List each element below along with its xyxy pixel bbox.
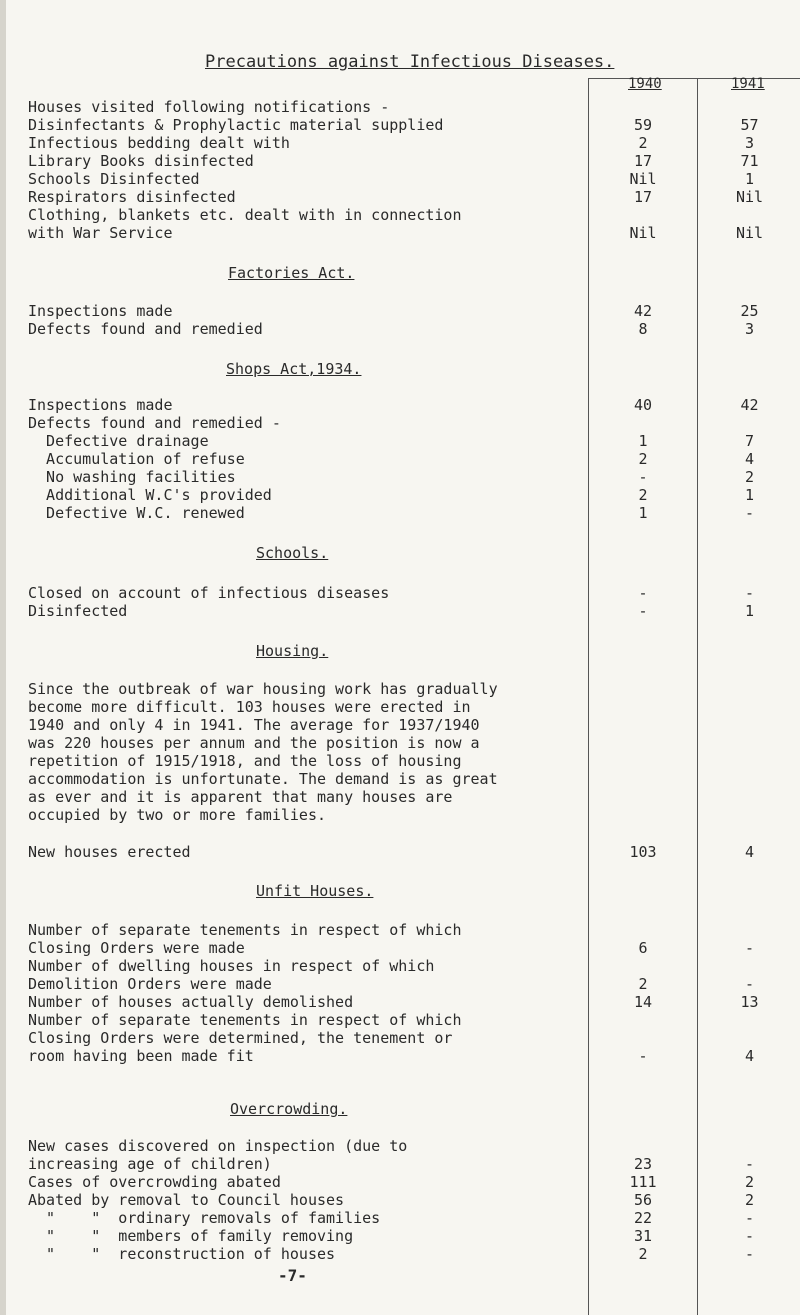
row-label: Number of separate tenements in respect of which [28,1011,462,1029]
row-label: Inspections made [28,302,173,320]
row-label: " " reconstruction of houses [28,1245,336,1263]
value-1941: - [744,1227,755,1245]
row-label: Defective drainage [28,432,209,450]
table-row [0,396,800,414]
table-row [0,1137,800,1155]
row-label: No washing facilities [28,468,236,486]
value-1940: 40 [633,396,653,414]
section-heading-schools: Schools. [256,544,329,562]
value-1940: - [638,1047,648,1065]
value-1940: - [638,468,648,486]
table-row [0,1245,800,1263]
value-1941: 57 [740,116,759,134]
row-label: Disinfected [28,602,128,620]
value-1941: - [744,504,755,522]
row-label: Number of dwelling houses in respect of which [28,957,435,975]
value-1940: 1 [638,432,648,450]
paragraph-line: 1940 and only 4 in 1941. The average for 1937/1940 [28,716,480,734]
table-row [0,414,800,432]
table-row [0,1209,800,1227]
paragraph-line: accommodation is unfortunate. The demand is as great [28,770,498,788]
value-1940: 2 [638,486,648,504]
value-1941: - [744,1245,755,1263]
table-row [0,602,800,620]
housing-paragraph [28,680,588,824]
table-row [0,1011,800,1029]
value-1941: 1 [744,170,755,188]
column-divider-1941 [697,78,698,1315]
table-row [0,1029,800,1047]
table-row [0,1191,800,1209]
value-1940: - [638,602,648,620]
table-row [0,468,800,486]
row-label: Library Books disinfected [28,152,254,170]
value-1940: Nil [629,224,657,242]
paragraph-line: become more difficult. 103 houses were erected in [28,698,471,716]
row-label: Houses visited following notifications - [28,98,390,116]
table-row [0,921,800,939]
row-label: Schools Disinfected [28,170,200,188]
value-1940: - [638,584,648,602]
value-1941: 4 [744,843,755,861]
paragraph-line: as ever and it is apparent that many houses are [28,788,453,806]
row-label: Closed on account of infectious diseases [28,584,390,602]
row-label: " " members of family removing [28,1227,354,1245]
table-row [0,1155,800,1173]
table-row [0,1173,800,1191]
value-1941: 4 [744,1047,755,1065]
year-header-1941: 1941 [731,76,765,92]
row-label: Closing Orders were determined, the tenement or [28,1029,453,1047]
value-1941: - [744,975,755,993]
table-row [0,450,800,468]
value-1941: 2 [744,1191,755,1209]
section-heading-housing: Housing. [256,642,329,660]
value-1940: 59 [633,116,653,134]
row-label: with War Service [28,224,173,242]
row-label: Disinfectants & Prophylactic material supplied [28,116,444,134]
value-1940: 22 [633,1209,653,1227]
value-1941: 7 [744,432,755,450]
table-row [0,486,800,504]
row-label: New houses erected [28,843,191,861]
value-1940: Nil [629,170,657,188]
table-row [0,957,800,975]
value-1941: 1 [744,602,755,620]
value-1941: 4 [744,450,755,468]
value-1941: 1 [744,486,755,504]
table-row [0,188,800,206]
value-1940: 103 [629,843,657,861]
row-label: room having been made fit [28,1047,254,1065]
table-row [0,504,800,522]
table-row [0,302,800,320]
row-label: Defective W.C. renewed [28,504,245,522]
value-1941: - [744,1155,755,1173]
table-row [0,170,800,188]
table-row [0,1047,800,1065]
table-row [0,320,800,338]
page-number: -7- [278,1266,307,1285]
paragraph-line: repetition of 1915/1918, and the loss of housing [28,752,462,770]
row-label: Cases of overcrowding abated [28,1173,281,1191]
value-1941: - [744,584,755,602]
table-row [0,206,800,224]
paragraph-line: occupied by two or more families. [28,806,327,824]
table-row [0,134,800,152]
table-row [0,993,800,1011]
row-label: Defects found and remedied - [28,414,281,432]
row-label: New cases discovered on inspection (due to [28,1137,408,1155]
row-label: Clothing, blankets etc. dealt with in connection [28,206,462,224]
row-label: Abated by removal to Council houses [28,1191,345,1209]
value-1941: 3 [744,134,755,152]
value-1941: 2 [744,1173,755,1191]
value-1941: 3 [744,320,755,338]
column-header-rule [588,78,800,79]
value-1941: 71 [740,152,759,170]
value-1940: 17 [633,188,653,206]
row-label: Respirators disinfected [28,188,236,206]
table-row [0,584,800,602]
table-row [0,224,800,242]
document-title: Precautions against Infectious Diseases. [205,52,615,72]
row-label: Demolition Orders were made [28,975,272,993]
table-row [0,843,800,861]
section-heading-factories: Factories Act. [228,264,355,282]
section-heading-overcrowding: Overcrowding. [230,1100,348,1118]
value-1941: 2 [744,468,755,486]
row-label: " " ordinary removals of families [28,1209,381,1227]
value-1940: 42 [633,302,653,320]
column-divider-1940 [588,78,589,1315]
row-label: Closing Orders were made [28,939,245,957]
row-label: Accumulation of refuse [28,450,245,468]
value-1941: Nil [735,224,764,242]
value-1940: 8 [638,320,648,338]
value-1940: 1 [638,504,648,522]
value-1941: 42 [740,396,759,414]
row-label: Defects found and remedied [28,320,263,338]
table-row [0,939,800,957]
value-1940: 2 [638,1245,648,1263]
table-row [0,432,800,450]
row-label: Additional W.C's provided [28,486,272,504]
row-label: increasing age of children) [28,1155,272,1173]
value-1941: - [744,1209,755,1227]
value-1941: - [744,939,755,957]
section-heading-shops: Shops Act,1934. [226,360,362,378]
value-1940: 2 [638,450,648,468]
value-1940: 111 [629,1173,657,1191]
value-1940: 56 [633,1191,653,1209]
value-1940: 17 [633,152,653,170]
row-label: Number of separate tenements in respect of which [28,921,462,939]
row-label: Number of houses actually demolished [28,993,354,1011]
table-row [0,116,800,134]
year-header-1940: 1940 [628,76,662,92]
table-row [0,152,800,170]
value-1940: 14 [633,993,653,1011]
table-row [0,98,800,116]
table-row [0,975,800,993]
row-label: Infectious bedding dealt with [28,134,290,152]
value-1940: 2 [638,134,648,152]
value-1940: 6 [638,939,648,957]
section-heading-unfit-houses: Unfit Houses. [256,882,374,900]
value-1941: Nil [735,188,764,206]
table-row [0,1227,800,1245]
value-1941: 13 [740,993,759,1011]
value-1941: 25 [740,302,759,320]
value-1940: 23 [633,1155,653,1173]
value-1940: 31 [633,1227,653,1245]
paragraph-line: Since the outbreak of war housing work has gradually [28,680,498,698]
value-1940: 2 [638,975,648,993]
row-label: Inspections made [28,396,173,414]
paragraph-line: was 220 houses per annum and the position is now a [28,734,480,752]
